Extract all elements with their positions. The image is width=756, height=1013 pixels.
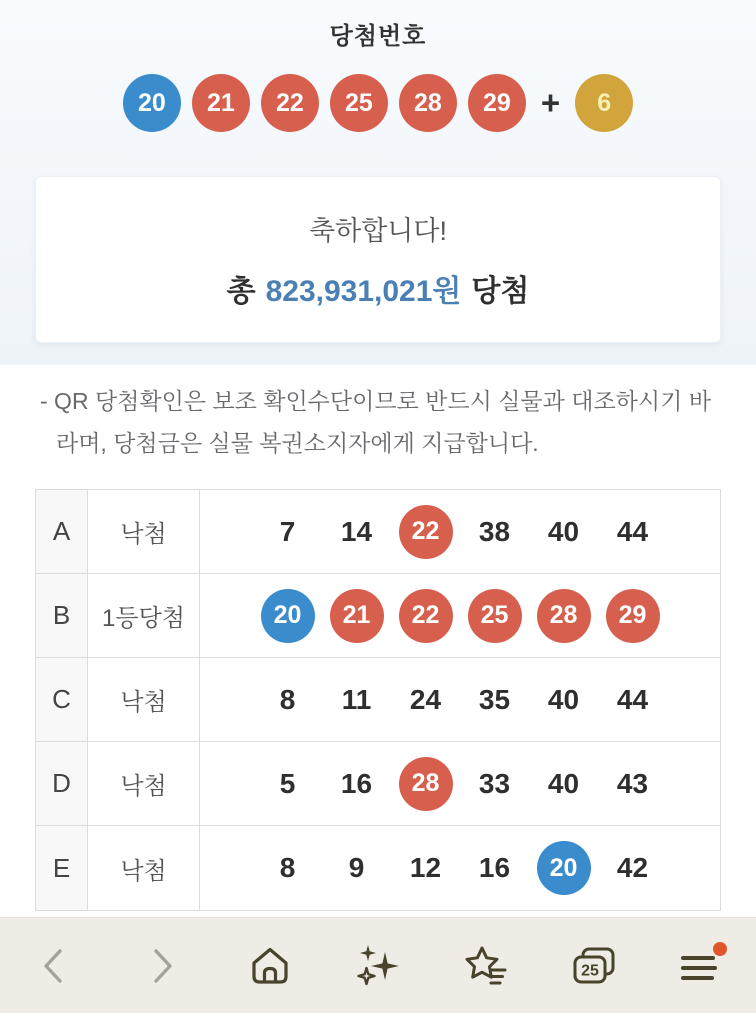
winning-balls-row xyxy=(0,74,756,132)
forward-button[interactable] xyxy=(108,918,216,1013)
total-prefix: 총 xyxy=(226,275,256,308)
number-value: 5 xyxy=(279,767,296,799)
number-slot xyxy=(253,684,322,716)
row-label: E xyxy=(36,826,88,910)
tab-count: 25 xyxy=(581,962,599,979)
matched-number-ball: 22 xyxy=(399,505,453,559)
number-slot xyxy=(322,852,391,884)
number-slot xyxy=(529,516,598,548)
winning-ball-21: 21 xyxy=(192,74,250,132)
row-label: D xyxy=(36,742,88,825)
number-value: 40 xyxy=(547,767,580,799)
row-label: C xyxy=(36,658,88,741)
number-slot xyxy=(598,589,667,643)
number-slot xyxy=(598,852,667,884)
number-slot xyxy=(598,768,667,800)
total-suffix: 당첨 xyxy=(471,275,530,308)
winning-ball-29: 29 xyxy=(468,74,526,132)
matched-number-ball: 22 xyxy=(399,589,453,643)
back-chevron-icon xyxy=(34,944,74,988)
bottom-nav-bar xyxy=(0,917,756,1013)
tabs-counter-icon xyxy=(569,942,619,990)
matched-number-ball: 20 xyxy=(261,589,315,643)
row-status: 낙첨 xyxy=(88,490,200,573)
number-slot xyxy=(391,757,460,811)
plus-sign: + xyxy=(540,84,561,121)
matched-number-ball: 28 xyxy=(537,589,591,643)
winning-ball-20: 20 xyxy=(123,74,181,132)
number-slot xyxy=(529,768,598,800)
number-slot xyxy=(391,589,460,643)
back-button[interactable] xyxy=(0,918,108,1013)
winning-amount: 823,931,021원 xyxy=(265,275,462,308)
number-slot xyxy=(391,505,460,559)
matched-number-ball: 20 xyxy=(537,841,591,895)
number-value: 43 xyxy=(616,767,649,799)
table-row-C xyxy=(36,658,720,742)
number-value: 40 xyxy=(547,683,580,715)
row-numbers xyxy=(200,742,720,825)
number-slot xyxy=(391,852,460,884)
menu-button[interactable] xyxy=(648,918,756,1013)
winning-numbers-section xyxy=(0,0,756,365)
number-slot xyxy=(598,684,667,716)
bookmarks-button[interactable] xyxy=(432,918,540,1013)
results-section xyxy=(0,365,756,911)
bookmarks-star-icon xyxy=(461,942,511,990)
number-value: 44 xyxy=(616,683,649,715)
congrats-card xyxy=(35,176,721,343)
number-slot xyxy=(253,768,322,800)
row-numbers xyxy=(200,826,720,910)
menu-icon xyxy=(675,941,729,991)
number-value: 12 xyxy=(409,852,442,883)
number-value: 42 xyxy=(616,852,649,883)
congrats-total xyxy=(227,266,530,310)
number-slot xyxy=(529,684,598,716)
row-status: 1등당첨 xyxy=(88,574,200,657)
number-slot xyxy=(322,684,391,716)
number-slot xyxy=(391,684,460,716)
table-row-B xyxy=(36,574,720,658)
number-value: 14 xyxy=(340,515,373,547)
matched-number-ball: 29 xyxy=(606,589,660,643)
sparkles-icon xyxy=(354,942,402,990)
row-label: A xyxy=(36,490,88,573)
number-slot xyxy=(322,589,391,643)
congrats-message: 축하합니다! xyxy=(309,216,447,246)
winning-ball-22: 22 xyxy=(261,74,319,132)
number-value: 35 xyxy=(478,683,511,715)
qr-notice: - QR 당첨확인은 보조 확인수단이므로 반드시 실물과 대조하시기 바라며, 당첨금은 실물 복권소지자에게 지급합니다. xyxy=(40,388,711,456)
number-value: 16 xyxy=(478,852,511,883)
winning-ball-25: 25 xyxy=(330,74,388,132)
number-value: 40 xyxy=(547,515,580,547)
sparkles-button[interactable] xyxy=(324,918,432,1013)
row-numbers xyxy=(200,574,720,657)
number-value: 44 xyxy=(616,515,649,547)
number-value: 24 xyxy=(409,683,442,715)
table-row-A xyxy=(36,490,720,574)
number-slot xyxy=(529,841,598,895)
number-slot xyxy=(598,516,667,548)
notification-badge-dot xyxy=(713,942,727,956)
number-slot xyxy=(460,516,529,548)
page-title: 당첨번호 xyxy=(329,23,427,50)
number-slot xyxy=(460,768,529,800)
matched-number-ball: 21 xyxy=(330,589,384,643)
matched-number-ball: 28 xyxy=(399,757,453,811)
home-icon xyxy=(246,942,294,990)
bonus-ball-6: 6 xyxy=(575,74,633,132)
number-slot xyxy=(253,516,322,548)
results-table xyxy=(35,489,721,911)
number-slot xyxy=(460,684,529,716)
matched-number-ball: 25 xyxy=(468,589,522,643)
row-status: 낙첨 xyxy=(88,742,200,825)
number-value: 33 xyxy=(478,767,511,799)
number-value: 16 xyxy=(340,767,373,799)
winning-ball-28: 28 xyxy=(399,74,457,132)
row-status: 낙첨 xyxy=(88,826,200,910)
number-slot xyxy=(253,852,322,884)
row-numbers xyxy=(200,490,720,573)
number-value: 38 xyxy=(478,515,511,547)
table-row-D xyxy=(36,742,720,826)
row-numbers xyxy=(200,658,720,741)
number-value: 7 xyxy=(279,515,296,547)
number-slot xyxy=(322,516,391,548)
number-value: 8 xyxy=(279,683,296,715)
number-value: 8 xyxy=(279,852,296,883)
table-row-E xyxy=(36,826,720,910)
number-slot xyxy=(253,589,322,643)
number-slot xyxy=(460,852,529,884)
home-button[interactable] xyxy=(216,918,324,1013)
row-status: 낙첨 xyxy=(88,658,200,741)
tabs-button[interactable] xyxy=(540,918,648,1013)
number-slot xyxy=(322,768,391,800)
number-value: 9 xyxy=(348,852,365,883)
number-slot xyxy=(529,589,598,643)
number-slot xyxy=(460,589,529,643)
forward-chevron-icon xyxy=(142,944,182,988)
number-value: 11 xyxy=(341,683,372,715)
row-label: B xyxy=(36,574,88,657)
